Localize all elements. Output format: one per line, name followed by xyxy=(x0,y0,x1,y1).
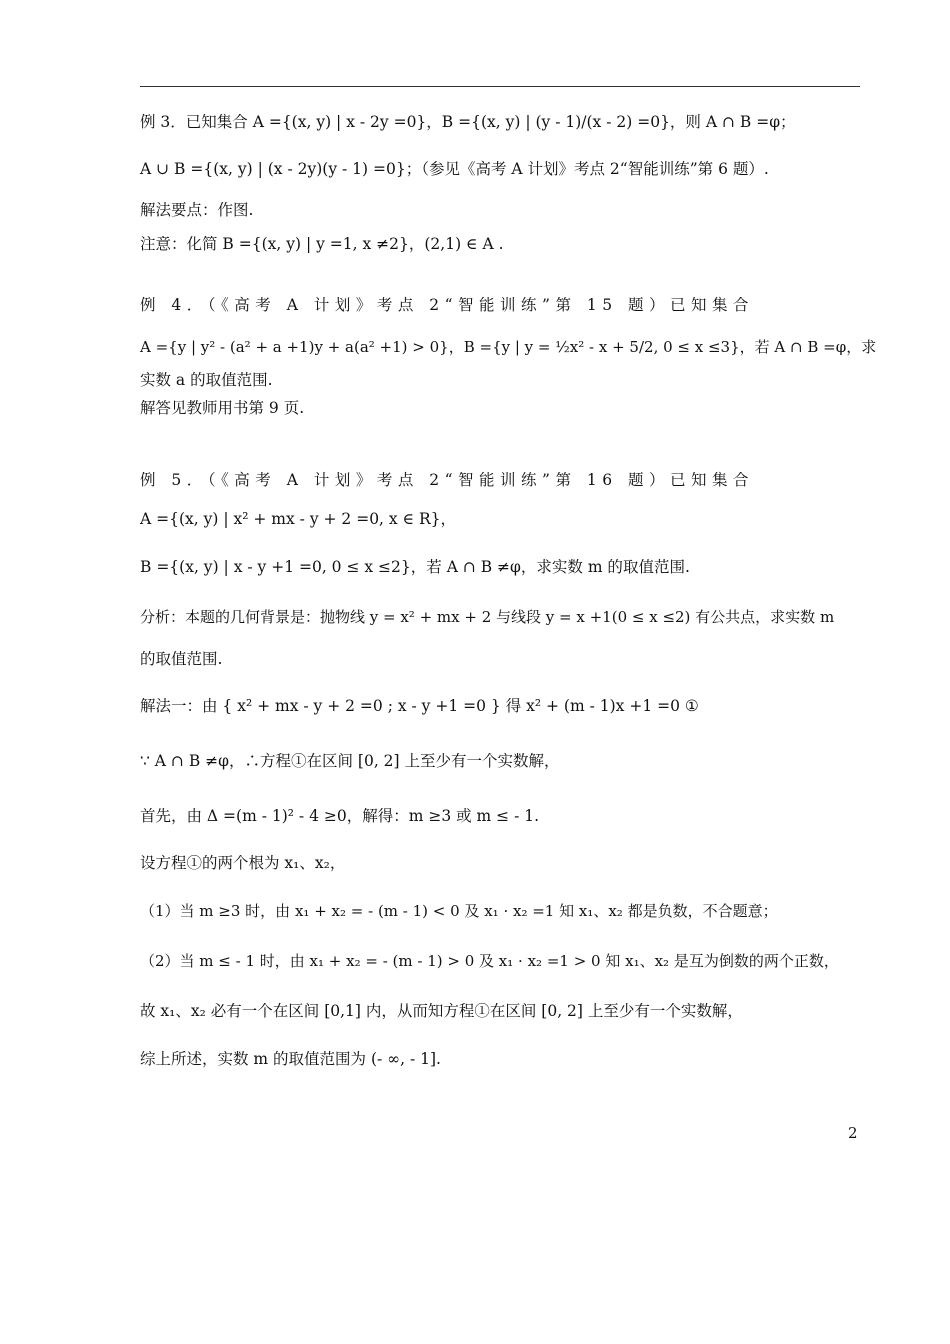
example-5-conclusion: 综上所述，实数 m 的取值范围为 (- ∞, - 1]. xyxy=(140,1050,441,1068)
example-5-case-2: （2）当 m ≤ - 1 时，由 x₁ + x₂ = - (m - 1) > 0 及 x₁ · x₂ =1 > 0 知 x₁、x₂ 是互为倒数的两个正数， xyxy=(140,952,839,970)
example-3-line-1: 例 3．已知集合 A ={(x, y) | x - 2y =0}，B ={(x, y) | (y - 1)/(x - 2) =0}，则 A ∩ B =φ； xyxy=(140,113,796,131)
example-5-set-a: A ={(x, y) | x² + mx - y + 2 =0, x ∈ R}， xyxy=(140,510,457,528)
example-4-line-1: 例 4．（《高考 A 计划》考点 2“智能训练”第 15 题）已知集合 xyxy=(140,296,755,314)
example-5-interval: ∵ A ∩ B ≠φ，∴方程①在区间 [0, 2] 上至少有一个实数解， xyxy=(140,752,560,770)
example-5-analysis-cont: 的取值范围. xyxy=(140,650,223,668)
example-5-case-1: （1）当 m ≥3 时，由 x₁ + x₂ = - (m - 1) < 0 及 x₁ · x₂ =1 知 x₁、x₂ 都是负数，不合题意； xyxy=(140,902,778,920)
page-number: 2 xyxy=(848,1124,858,1142)
example-5-roots: 设方程①的两个根为 x₁、x₂， xyxy=(140,854,346,872)
example-4-answer-ref: 解答见教师用书第 9 页. xyxy=(140,399,305,417)
example-5-set-b: B ={(x, y) | x - y +1 =0, 0 ≤ x ≤2}，若 A ∩ B ≠φ，求实数 m 的取值范围. xyxy=(140,558,690,576)
example-3-note: 注意：化简 B ={(x, y) | y =1, x ≠2}，(2,1) ∈ A . xyxy=(140,235,504,253)
example-5-line-1: 例 5．（《高考 A 计划》考点 2“智能训练”第 16 题）已知集合 xyxy=(140,471,755,489)
example-5-analysis: 分析：本题的几何背景是：抛物线 y = x² + mx + 2 与线段 y = x +1(0 ≤ x ≤2) 有公共点，求实数 m xyxy=(140,608,835,626)
example-5-discriminant: 首先，由 Δ =(m - 1)² - 4 ≥0，解得：m ≥3 或 m ≤ - 1. xyxy=(140,807,540,825)
example-3-line-2: A ∪ B ={(x, y) | (x - 2y)(y - 1) =0}；（参见《高考 A 计划》考点 2“智能训练”第 6 题）. xyxy=(140,160,769,178)
example-5-case-2-cont: 故 x₁、x₂ 必有一个在区间 [0,1] 内，从而知方程①在区间 [0, 2] 上至少有一个实数解， xyxy=(140,1002,743,1020)
header-rule xyxy=(140,86,860,87)
example-4-line-2: A ={y | y² - (a² + a +1)y + a(a² +1) > 0}，B ={y | y = ½x² - x + 5/2, 0 ≤ x ≤3}，若 A ∩ B =φ，求 xyxy=(140,338,877,356)
example-4-line-3: 实数 a 的取值范围. xyxy=(140,371,273,389)
example-5-solution-1: 解法一：由 { x² + mx - y + 2 =0 ; x - y +1 =0 } 得 x² + (m - 1)x +1 =0 ① xyxy=(140,697,699,715)
example-3-method: 解法要点：作图. xyxy=(140,201,254,219)
